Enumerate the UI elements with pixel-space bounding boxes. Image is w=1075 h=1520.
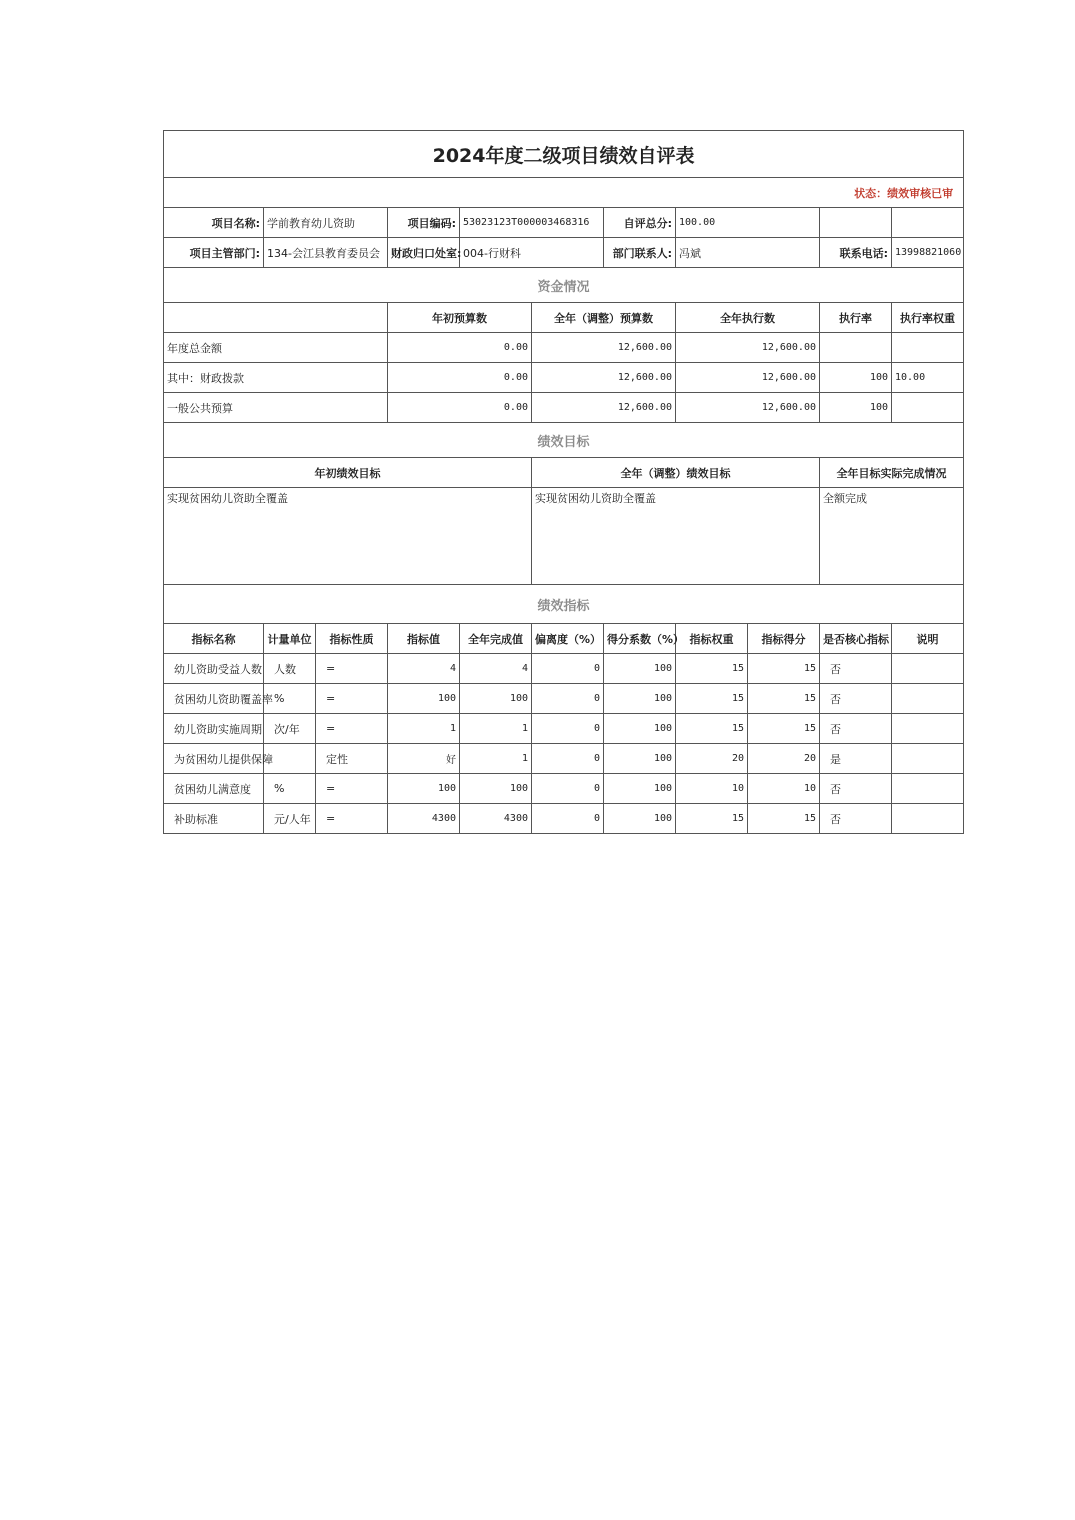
ind-target: 100 bbox=[388, 774, 460, 804]
dept-label: 项目主管部门: bbox=[164, 238, 264, 268]
empty-cell bbox=[820, 208, 892, 238]
ind-core: 否 bbox=[820, 804, 892, 834]
indicator-row bbox=[164, 804, 964, 834]
funds-rate bbox=[820, 333, 892, 363]
funds-adjusted-budget: 12,600.00 bbox=[532, 333, 676, 363]
ind-header-note: 说明 bbox=[892, 624, 964, 654]
ind-note bbox=[892, 654, 964, 684]
ind-deviation: 0 bbox=[532, 744, 604, 774]
ind-nature: = bbox=[316, 684, 388, 714]
ind-core: 否 bbox=[820, 684, 892, 714]
funds-adjusted-budget: 12,600.00 bbox=[532, 363, 676, 393]
goals-section-title: 绩效目标 bbox=[164, 423, 964, 458]
ind-target: 4300 bbox=[388, 804, 460, 834]
self-score-label: 自评总分: bbox=[604, 208, 676, 238]
ind-deviation: 0 bbox=[532, 684, 604, 714]
ind-header-coefficient: 得分系数（%） bbox=[604, 624, 676, 654]
self-score-value: 100.00 bbox=[676, 208, 820, 238]
funds-header-executed: 全年执行数 bbox=[676, 303, 820, 333]
ind-header-weight: 指标权重 bbox=[676, 624, 748, 654]
ind-coefficient: 100 bbox=[604, 744, 676, 774]
funds-weight bbox=[892, 333, 964, 363]
ind-coefficient: 100 bbox=[604, 714, 676, 744]
contact-label: 部门联系人: bbox=[604, 238, 676, 268]
ind-note bbox=[892, 804, 964, 834]
ind-header-nature: 指标性质 bbox=[316, 624, 388, 654]
ind-target: 好 bbox=[388, 744, 460, 774]
ind-deviation: 0 bbox=[532, 654, 604, 684]
funds-header-adjusted-budget: 全年（调整）预算数 bbox=[532, 303, 676, 333]
funds-weight: 10.00 bbox=[892, 363, 964, 393]
funds-rate: 100 bbox=[820, 363, 892, 393]
ind-weight: 15 bbox=[676, 804, 748, 834]
funds-row-label: 年度总金额 bbox=[164, 333, 388, 363]
ind-note bbox=[892, 744, 964, 774]
funds-initial-budget: 0.00 bbox=[388, 363, 532, 393]
goal-actual: 全额完成 bbox=[820, 488, 964, 585]
goal-initial: 实现贫困幼儿资助全覆盖 bbox=[164, 488, 532, 585]
ind-weight: 20 bbox=[676, 744, 748, 774]
finance-office-label: 财政归口处室: bbox=[388, 238, 460, 268]
ind-weight: 10 bbox=[676, 774, 748, 804]
ind-completed: 4 bbox=[460, 654, 532, 684]
dept-value: 134-会江县教育委员会 bbox=[264, 238, 388, 268]
ind-core: 否 bbox=[820, 714, 892, 744]
funds-executed: 12,600.00 bbox=[676, 393, 820, 423]
ind-header-score: 指标得分 bbox=[748, 624, 820, 654]
ind-header-completed: 全年完成值 bbox=[460, 624, 532, 654]
ind-score: 20 bbox=[748, 744, 820, 774]
ind-score: 10 bbox=[748, 774, 820, 804]
funds-row-label: 其中：财政拨款 bbox=[164, 363, 388, 393]
ind-nature: = bbox=[316, 804, 388, 834]
info-row-1 bbox=[164, 208, 964, 238]
project-name-label: 项目名称: bbox=[164, 208, 264, 238]
ind-unit: % bbox=[264, 774, 316, 804]
ind-note bbox=[892, 774, 964, 804]
ind-target: 100 bbox=[388, 684, 460, 714]
phone-label: 联系电话: bbox=[820, 238, 892, 268]
empty-cell bbox=[892, 208, 964, 238]
ind-name: 幼儿资助实施周期 bbox=[164, 714, 264, 744]
ind-name: 贫困幼儿满意度 bbox=[164, 774, 264, 804]
ind-core: 否 bbox=[820, 654, 892, 684]
ind-completed: 4300 bbox=[460, 804, 532, 834]
indicator-row bbox=[164, 744, 964, 774]
goals-header-initial: 年初绩效目标 bbox=[164, 458, 532, 488]
goals-header-adjusted: 全年（调整）绩效目标 bbox=[532, 458, 820, 488]
ind-name: 贫困幼儿资助覆盖率 bbox=[164, 684, 264, 714]
ind-note bbox=[892, 684, 964, 714]
project-code-value: 53023123T000003468316 bbox=[460, 208, 604, 238]
ind-weight: 15 bbox=[676, 654, 748, 684]
indicators-section-title: 绩效指标 bbox=[164, 585, 964, 624]
ind-core: 是 bbox=[820, 744, 892, 774]
finance-office-value: 004-行财科 bbox=[460, 238, 604, 268]
funds-executed: 12,600.00 bbox=[676, 363, 820, 393]
funds-header-initial-budget: 年初预算数 bbox=[388, 303, 532, 333]
ind-coefficient: 100 bbox=[604, 654, 676, 684]
project-name-value: 学前教育幼儿资助 bbox=[264, 208, 388, 238]
funds-row bbox=[164, 393, 964, 423]
funds-header-rate: 执行率 bbox=[820, 303, 892, 333]
info-row-2 bbox=[164, 238, 964, 268]
ind-nature: = bbox=[316, 654, 388, 684]
funds-adjusted-budget: 12,600.00 bbox=[532, 393, 676, 423]
ind-header-unit: 计量单位 bbox=[264, 624, 316, 654]
ind-target: 4 bbox=[388, 654, 460, 684]
project-code-label: 项目编码: bbox=[388, 208, 460, 238]
ind-coefficient: 100 bbox=[604, 804, 676, 834]
ind-unit: 元/人年 bbox=[264, 804, 316, 834]
page-title: 2024年度二级项目绩效自评表 bbox=[164, 131, 964, 178]
funds-section-title: 资金情况 bbox=[164, 268, 964, 303]
ind-name: 补助标准 bbox=[164, 804, 264, 834]
ind-target: 1 bbox=[388, 714, 460, 744]
ind-header-deviation: 偏离度（%） bbox=[532, 624, 604, 654]
ind-nature: = bbox=[316, 714, 388, 744]
ind-nature: 定性 bbox=[316, 744, 388, 774]
indicators-body bbox=[164, 654, 964, 834]
ind-nature: = bbox=[316, 774, 388, 804]
ind-deviation: 0 bbox=[532, 714, 604, 744]
ind-name: 为贫困幼儿提供保障 bbox=[164, 744, 264, 774]
funds-header-weight: 执行率权重 bbox=[892, 303, 964, 333]
funds-row bbox=[164, 363, 964, 393]
phone-value: 13998821060 bbox=[892, 238, 964, 268]
indicator-row bbox=[164, 684, 964, 714]
ind-unit: 次/年 bbox=[264, 714, 316, 744]
funds-initial-budget: 0.00 bbox=[388, 333, 532, 363]
ind-deviation: 0 bbox=[532, 804, 604, 834]
ind-note bbox=[892, 714, 964, 744]
funds-executed: 12,600.00 bbox=[676, 333, 820, 363]
goals-header-row bbox=[164, 458, 964, 488]
ind-completed: 100 bbox=[460, 684, 532, 714]
indicators-header-row bbox=[164, 624, 964, 654]
ind-score: 15 bbox=[748, 714, 820, 744]
ind-unit: % bbox=[264, 684, 316, 714]
contact-value: 冯斌 bbox=[676, 238, 820, 268]
indicator-row bbox=[164, 654, 964, 684]
goal-adjusted: 实现贫困幼儿资助全覆盖 bbox=[532, 488, 820, 585]
indicator-row bbox=[164, 714, 964, 744]
ind-header-name: 指标名称 bbox=[164, 624, 264, 654]
ind-core: 否 bbox=[820, 774, 892, 804]
funds-initial-budget: 0.00 bbox=[388, 393, 532, 423]
self-evaluation-sheet bbox=[163, 130, 963, 834]
ind-deviation: 0 bbox=[532, 774, 604, 804]
funds-row bbox=[164, 333, 964, 363]
ind-coefficient: 100 bbox=[604, 684, 676, 714]
ind-header-core: 是否核心指标 bbox=[820, 624, 892, 654]
funds-row-label: 一般公共预算 bbox=[164, 393, 388, 423]
indicator-row bbox=[164, 774, 964, 804]
ind-score: 15 bbox=[748, 654, 820, 684]
ind-header-target: 指标值 bbox=[388, 624, 460, 654]
evaluation-table bbox=[163, 130, 964, 834]
ind-weight: 15 bbox=[676, 714, 748, 744]
funds-header-row bbox=[164, 303, 964, 333]
ind-coefficient: 100 bbox=[604, 774, 676, 804]
ind-completed: 100 bbox=[460, 774, 532, 804]
ind-completed: 1 bbox=[460, 744, 532, 774]
ind-name: 幼儿资助受益人数 bbox=[164, 654, 264, 684]
funds-rate: 100 bbox=[820, 393, 892, 423]
ind-score: 15 bbox=[748, 684, 820, 714]
funds-weight bbox=[892, 393, 964, 423]
ind-weight: 15 bbox=[676, 684, 748, 714]
status-badge: 状态：绩效审核已审 bbox=[164, 178, 964, 208]
funds-header-blank bbox=[164, 303, 388, 333]
ind-completed: 1 bbox=[460, 714, 532, 744]
goals-header-actual: 全年目标实际完成情况 bbox=[820, 458, 964, 488]
goals-row bbox=[164, 488, 964, 585]
ind-score: 15 bbox=[748, 804, 820, 834]
ind-unit: 人数 bbox=[264, 654, 316, 684]
